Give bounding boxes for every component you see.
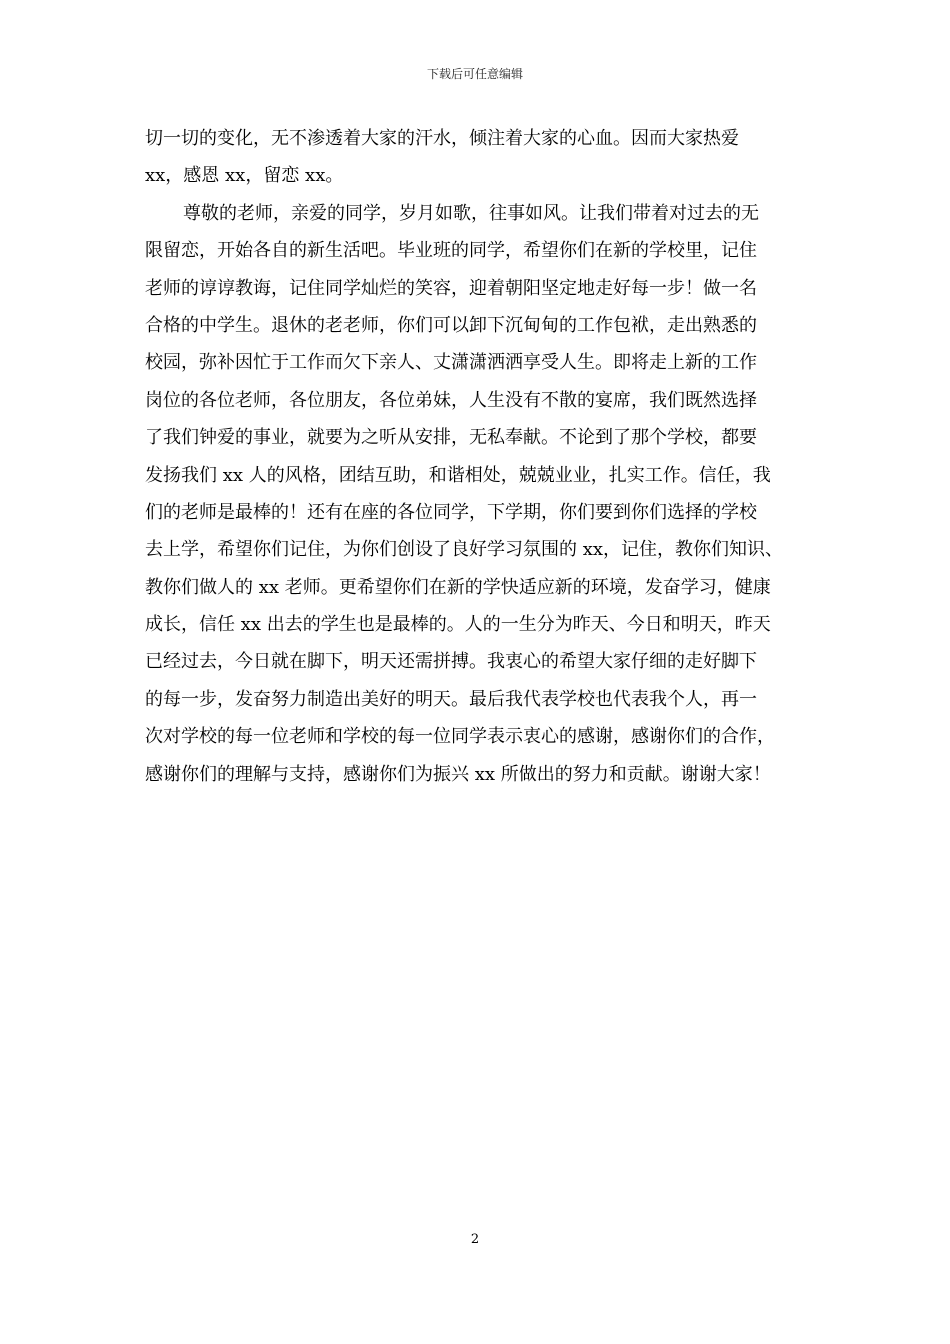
- text-line: 限留恋，开始各自的新生活吧。毕业班的同学，希望你们在新的学校里，记住: [145, 240, 757, 262]
- paragraph-1: [145, 120, 810, 195]
- text-line: 们的老师是最棒的！还有在座的各位同学，下学期，你们要到你们选择的学校: [145, 501, 757, 523]
- text-line: 发扬我们 xx 人的风格，团结互助，和谐相处，兢兢业业，扎实工作。信任，我: [145, 464, 771, 486]
- text-line: 成长，信任 xx 出去的学生也是最棒的。人的一生分为昨天、今日和明天，昨天: [145, 614, 771, 636]
- paragraph-2: [145, 195, 810, 793]
- document-body: [145, 120, 810, 793]
- text-line: xx，感恩 xx，留恋 xx。: [145, 165, 344, 187]
- text-line: 尊敬的老师，亲爱的同学，岁月如歌，往事如风。让我们带着对过去的无: [183, 202, 759, 224]
- text-line: 校园，弥补因忙于工作而欠下亲人、丈潇潇洒洒享受人生。即将走上新的工作: [145, 352, 757, 374]
- text-line: 已经过去，今日就在脚下，明天还需拼搏。我衷心的希望大家仔细的走好脚下: [145, 651, 757, 673]
- text-line: 岗位的各位老师，各位朋友，各位弟妹，人生没有不散的宴席，我们既然选择: [145, 389, 757, 411]
- page-header: 下载后可任意编辑: [426, 67, 523, 81]
- text-line: 了我们钟爱的事业，就要为之听从安排，无私奉献。不论到了那个学校，都要: [145, 427, 757, 449]
- page-number: 2: [470, 1232, 480, 1247]
- text-line: 次对学校的每一位老师和学校的每一位同学表示衷心的感谢，感谢你们的合作，: [145, 726, 775, 748]
- text-line: 感谢你们的理解与支持，感谢你们为振兴 xx 所做出的努力和贡献。谢谢大家！: [145, 763, 771, 785]
- text-line: 的每一步，发奋努力制造出美好的明天。最后我代表学校也代表我个人，再一: [145, 688, 757, 710]
- text-line: 切一切的变化，无不渗透着大家的汗水，倾注着大家的心血。因而大家热爱: [145, 128, 739, 149]
- text-line: 合格的中学生。退休的老老师，你们可以卸下沉甸甸的工作包袱，走出熟悉的: [145, 314, 757, 336]
- text-line: 去上学，希望你们记住，为你们创设了良好学习氛围的 xx，记住，教你们知识、: [145, 539, 784, 561]
- text-line: 老师的谆谆教诲，记住同学灿烂的笑容，迎着朝阳坚定地走好每一步！做一名: [145, 277, 757, 299]
- text-line: 教你们做人的 xx 老师。更希望你们在新的学快适应新的环境，发奋学习，健康: [145, 576, 771, 598]
